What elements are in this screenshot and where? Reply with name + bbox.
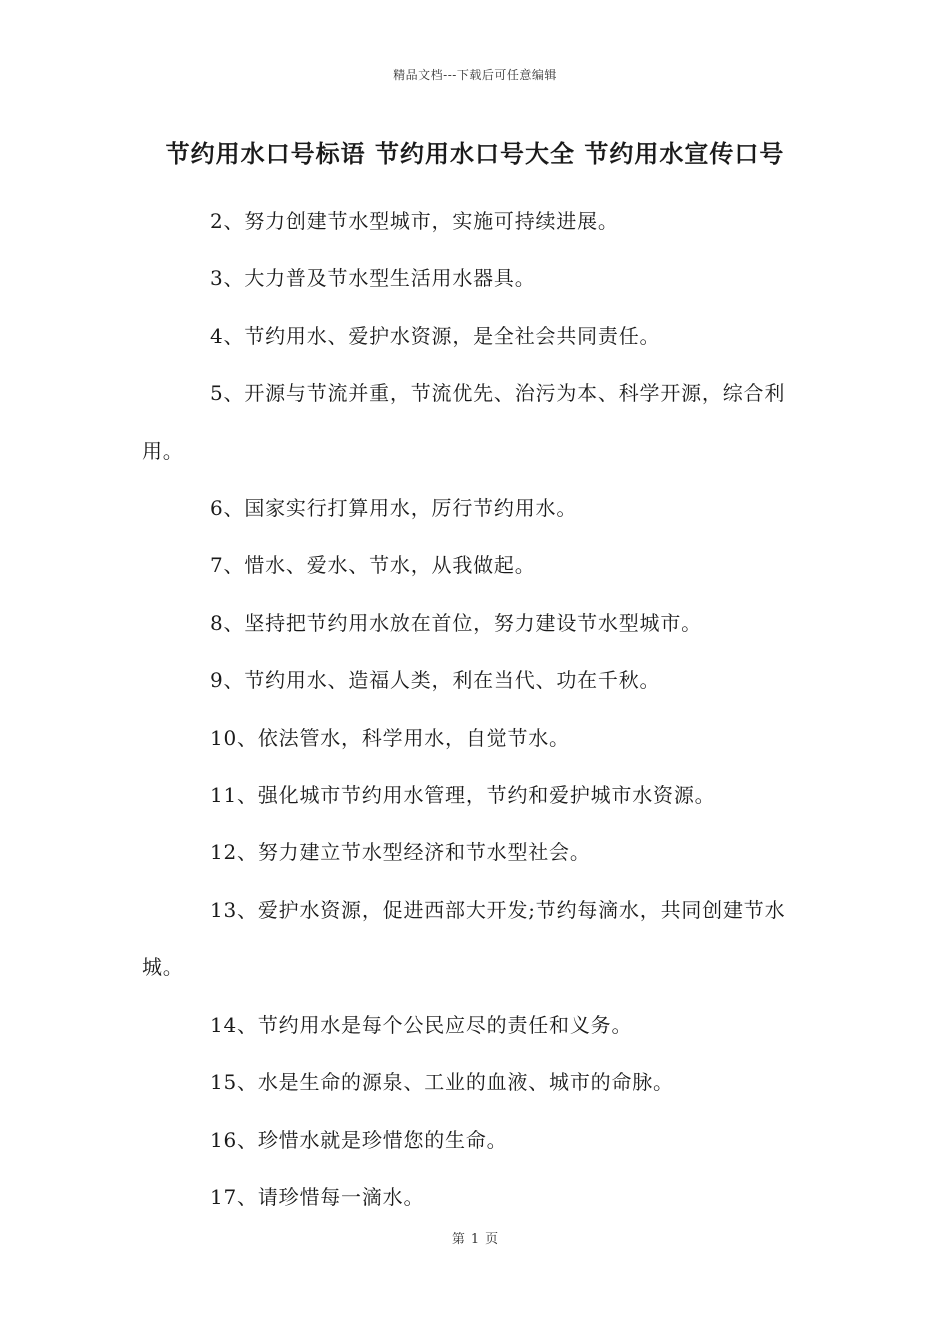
list-item: 8、坚持把节约用水放在首位，努力建设节水型城市。 xyxy=(210,610,702,635)
page-title: 节约用水口号标语 节约用水口号大全 节约用水宣传口号 xyxy=(165,139,785,168)
list-item: 11、强化城市节约用水管理，节约和爱护城市水资源。 xyxy=(210,783,716,808)
list-item: 17、请珍惜每一滴水。 xyxy=(210,1184,425,1209)
page-number: 1 xyxy=(470,1232,480,1247)
list-item: 10、依法管水，科学用水，自觉节水。 xyxy=(210,725,570,750)
list-item: 4、节约用水、爱护水资源，是全社会共同责任。 xyxy=(210,323,661,348)
list-item: 13、爱护水资源，促进西部大开发;节约每滴水，共同创建节水城。 xyxy=(142,897,786,980)
list-item: 9、节约用水、造福人类，利在当代、功在千秋。 xyxy=(210,668,661,693)
list-item: 7、惜水、爱水、节水，从我做起。 xyxy=(210,553,536,578)
list-item: 14、节约用水是每个公民应尽的责任和义务。 xyxy=(210,1012,633,1037)
list-item: 15、水是生命的源泉、工业的血液、城市的命脉。 xyxy=(210,1070,674,1095)
list-item: 5、开源与节流并重，节流优先、治污为本、科学开源，综合利用。 xyxy=(142,381,786,463)
list-item: 6、国家实行打算用水，厉行节约用水。 xyxy=(210,496,578,521)
page-prefix: 第 xyxy=(451,1232,465,1247)
list-item: 16、珍惜水就是珍惜您的生命。 xyxy=(210,1127,508,1152)
header-note: 精品文档---下载后可任意编辑 xyxy=(393,68,557,82)
page-number-footer xyxy=(0,1228,950,1247)
page-suffix: 页 xyxy=(485,1232,499,1247)
list-item: 12、努力建立节水型经济和节水型社会。 xyxy=(210,840,591,865)
slogan-list xyxy=(142,193,810,1226)
list-item: 2、努力创建节水型城市，实施可持续进展。 xyxy=(210,209,619,233)
list-item: 3、大力普及节水型生活用水器具。 xyxy=(210,266,536,291)
